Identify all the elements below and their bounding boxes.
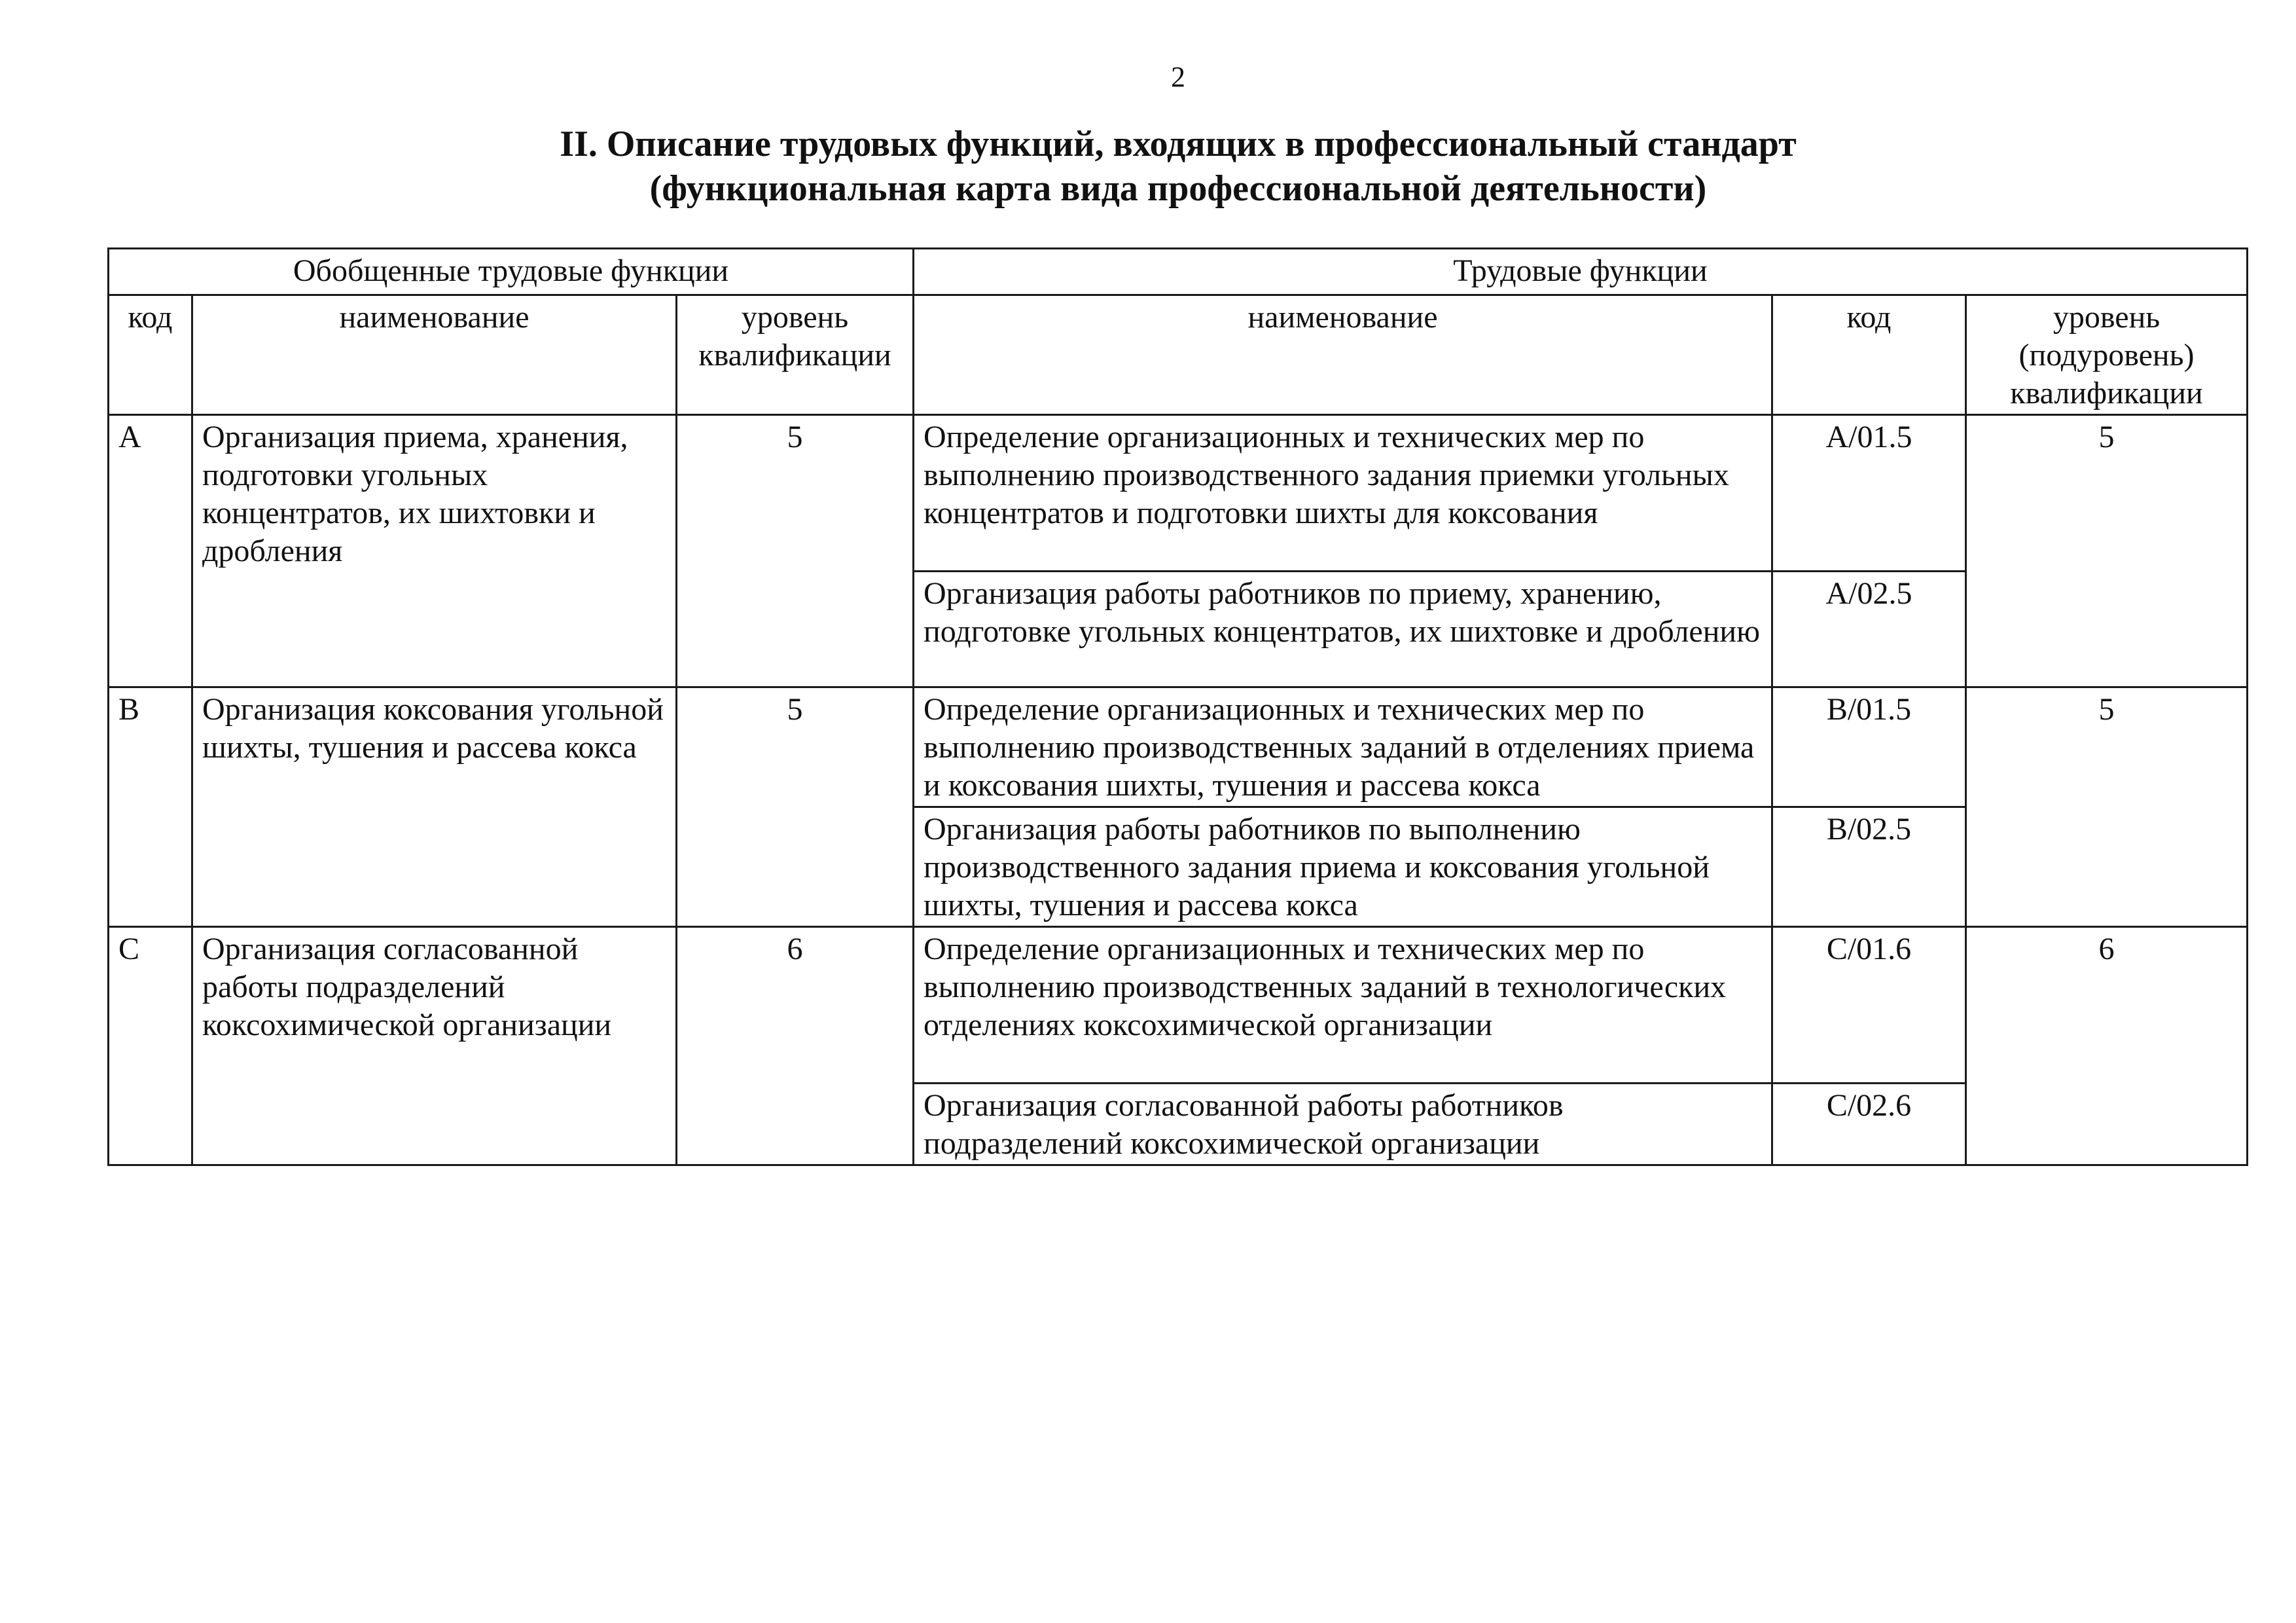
- table-row: [109, 415, 2248, 572]
- group-level: 6: [677, 927, 914, 1165]
- page-number: 2: [1171, 61, 1185, 93]
- function-name: Организация работы работников по выполнению производственного задания приема и коксования угольной шихты, тушения и рассева кокса: [914, 807, 1772, 927]
- function-name: Определение организационных и технических мер по выполнению производственных заданий в отделениях приема и коксования шихты, тушения и рассева кокса: [914, 687, 1772, 807]
- function-code: A/01.5: [1772, 415, 1966, 572]
- function-name: Определение организационных и технических мер по выполнению производственных заданий в технологических отделениях коксохимической организации: [914, 927, 1772, 1084]
- group-name: Организация приема, хранения, подготовки угольных концентратов, их шихтовки и дробления: [192, 415, 677, 687]
- function-name: Организация согласованной работы работников подразделений коксохимической организации: [914, 1084, 1772, 1165]
- group-code: A: [109, 415, 192, 687]
- function-name: Определение организационных и технических мер по выполнению производственного задания приемки угольных концентратов и подготовки шихты для коксования: [914, 415, 1772, 572]
- group-name: Организация согласованной работы подразделений коксохимической организации: [192, 927, 677, 1165]
- header-row-1: [109, 249, 2248, 295]
- group-code: B: [109, 687, 192, 927]
- table-row: [109, 927, 2248, 1084]
- function-code: C/01.6: [1772, 927, 1966, 1084]
- header-func-level: уровень (подуровень) квалификации: [1966, 295, 2248, 415]
- header-gen-code: код: [109, 295, 192, 415]
- header-row-2: [109, 295, 2248, 415]
- title-line-1: II. Описание трудовых функций, входящих в профессиональный стандарт: [560, 124, 1797, 164]
- header-gen-level: уровень квалификации: [677, 295, 914, 415]
- function-level: 5: [1966, 687, 2248, 927]
- table-row: [109, 687, 2248, 807]
- function-code: B/01.5: [1772, 687, 1966, 807]
- page-title: [0, 122, 2296, 211]
- header-generalized-functions: Обобщенные трудовые функции: [109, 249, 914, 295]
- group-level: 5: [677, 687, 914, 927]
- header-func-name: наименование: [914, 295, 1772, 415]
- functional-map-table: [107, 247, 2248, 1166]
- function-level: 5: [1966, 415, 2248, 687]
- group-level: 5: [677, 415, 914, 687]
- title-line-2: (функциональная карта вида профессиональной деятельности): [649, 168, 1707, 209]
- header-labor-functions: Трудовые функции: [914, 249, 2248, 295]
- function-code: A/02.5: [1772, 572, 1966, 687]
- group-code: C: [109, 927, 192, 1165]
- header-gen-name: наименование: [192, 295, 677, 415]
- header-func-code: код: [1772, 295, 1966, 415]
- function-name: Организация работы работников по приему, хранению, подготовке угольных концентратов, их шихтовке и дроблению: [914, 572, 1772, 687]
- function-level: 6: [1966, 927, 2248, 1165]
- function-code: B/02.5: [1772, 807, 1966, 927]
- group-name: Организация коксования угольной шихты, тушения и рассева кокса: [192, 687, 677, 927]
- function-code: C/02.6: [1772, 1084, 1966, 1165]
